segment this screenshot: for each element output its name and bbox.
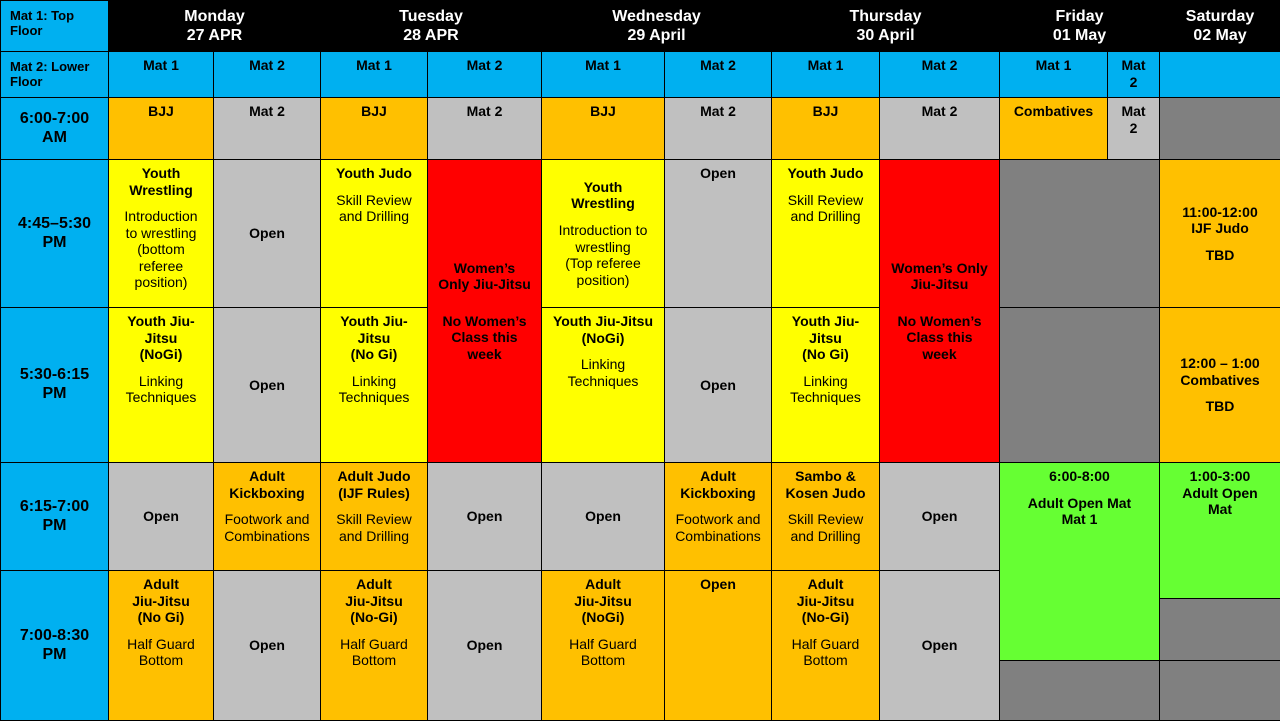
class-cell-sat-100	[1159, 462, 1280, 599]
class-cell-wed-m1-445	[541, 159, 665, 308]
day-name: Saturday	[1185, 7, 1255, 25]
class-cell-fri-600pm	[999, 462, 1160, 661]
class-text: position)	[134, 274, 188, 291]
class-text: and Drilling	[338, 527, 410, 544]
time-slot	[0, 462, 109, 571]
legend-text: Floor	[10, 23, 43, 39]
class-cell-tue-m1-600	[320, 97, 428, 160]
class-text: Combatives	[1180, 371, 1260, 388]
class-text: and Drilling	[338, 208, 410, 225]
time-slot	[0, 307, 109, 463]
class-text: Footwork and	[224, 511, 310, 528]
class-text: Youth Judo	[336, 165, 412, 181]
class-text: position)	[576, 271, 630, 288]
class-text: to wrestling	[125, 224, 197, 241]
class-cell-sat-600	[1159, 97, 1280, 160]
time-range: 6:00-7:00	[19, 109, 90, 127]
legend-text: Floor	[10, 74, 43, 90]
class-cell-thu-m1-615	[771, 462, 880, 571]
class-text: IJF Judo	[1191, 220, 1249, 237]
mat-header	[320, 51, 428, 98]
class-text: Linking	[580, 356, 626, 373]
class-text: Women’s	[453, 259, 516, 276]
class-text: Sambo &	[795, 468, 856, 484]
class-text: and Drilling	[790, 527, 861, 544]
class-cell-mon-m2-600	[213, 97, 321, 160]
class-text: Half Guard	[569, 635, 637, 652]
class-cell-mon-m2-615	[213, 462, 321, 571]
class-text: Wrestling	[571, 195, 635, 212]
class-cell-fri-800	[999, 660, 1160, 721]
day-header-thursday	[771, 0, 1000, 52]
class-text: 2	[1129, 119, 1138, 136]
mat-header-text: Mat 2	[466, 57, 503, 73]
mat-header	[999, 51, 1108, 98]
class-text: referee	[138, 257, 184, 274]
time-range: 4:45–5:30	[18, 214, 91, 232]
class-cell-tue-m2-700	[427, 570, 542, 721]
class-cell-wed-m1-600	[541, 97, 665, 160]
class-text: Youth	[141, 165, 181, 181]
class-text: 12:00 – 1:00	[1180, 355, 1260, 372]
class-text: Bottom	[351, 652, 397, 669]
class-cell-wed-m2-530	[664, 307, 772, 463]
day-header-tuesday	[320, 0, 542, 52]
class-text: week	[467, 345, 502, 362]
class-cell-wed-m1-700	[541, 570, 665, 721]
class-cell-thu-m2-700	[879, 570, 1000, 721]
mat-header	[108, 51, 214, 98]
class-cell-fri-m2-600	[1107, 97, 1160, 160]
class-text: Adult	[356, 576, 392, 592]
class-text: Mat 1	[1061, 511, 1098, 528]
class-text: (No Gi)	[137, 609, 185, 626]
class-cell-fri-445	[999, 159, 1160, 308]
class-text: Open	[700, 376, 736, 393]
class-text: and Drilling	[790, 208, 861, 225]
class-text: Techniques	[125, 389, 197, 406]
mat-header-text: Mat 2	[249, 57, 285, 73]
class-text: (NoGi)	[581, 329, 625, 346]
class-text: (No Gi)	[802, 346, 849, 363]
class-cell-fri-m1-600	[999, 97, 1108, 160]
class-text: BJJ	[148, 103, 174, 119]
class-text: Jitsu	[809, 329, 842, 346]
class-text: Youth Jiu-	[127, 313, 195, 329]
class-text: (bottom	[137, 241, 185, 258]
class-text: Open	[466, 508, 503, 525]
class-cell-sat-1200	[1159, 307, 1280, 463]
class-text: Class this	[906, 329, 973, 346]
class-text: Skill Review	[787, 191, 864, 208]
class-cell-thu-m1-445	[771, 159, 880, 308]
class-text: (Top referee	[565, 255, 641, 272]
class-cell-tue-m2-445	[427, 159, 542, 463]
class-cell-tue-m2-615	[427, 462, 542, 571]
class-cell-mon-m2-700	[213, 570, 321, 721]
class-text: Combatives	[1013, 103, 1094, 119]
class-text: BJJ	[361, 103, 387, 119]
class-text: Jiu-Jitsu	[796, 592, 855, 609]
day-date: 01 May	[1052, 27, 1107, 44]
time-range: 7:00-8:30	[19, 626, 90, 644]
class-cell-wed-m2-700	[664, 570, 772, 721]
class-text: Adult Open Mat	[1027, 494, 1132, 511]
class-cell-mon-m1-600	[108, 97, 214, 160]
class-text: Youth	[583, 178, 623, 195]
class-text: Mat	[1207, 501, 1233, 518]
mat-header-text: 2	[1129, 73, 1138, 90]
class-text: Combinations	[224, 527, 310, 544]
class-text: Half Guard	[127, 635, 195, 652]
time-period: PM	[42, 516, 67, 534]
class-text: Youth Jiu-Jitsu	[552, 313, 654, 329]
class-text: Skill Review	[336, 511, 412, 528]
mat-header	[879, 51, 1000, 98]
class-cell-tue-m1-700	[320, 570, 428, 721]
mat-header-text: Mat 1	[585, 57, 621, 73]
class-text: TBD	[1205, 246, 1235, 263]
class-text: Jiu-Jitsu	[345, 592, 403, 609]
class-text: Linking	[138, 372, 184, 389]
day-date: 28 APR	[403, 27, 459, 44]
class-cell-wed-m2-615	[664, 462, 772, 571]
class-text: Jiu-Jitsu	[132, 592, 190, 609]
class-text: Open	[921, 637, 958, 654]
mat-header	[664, 51, 772, 98]
class-text: Bottom	[138, 652, 184, 669]
mat2-legend	[0, 51, 109, 98]
class-text: Youth Judo	[787, 165, 864, 181]
class-text: 6:00-8:00	[1049, 468, 1110, 484]
class-cell-tue-m1-445	[320, 159, 428, 308]
class-text: Jitsu	[357, 329, 391, 346]
day-header-wednesday	[541, 0, 772, 52]
class-text: Youth Jiu-	[340, 313, 408, 329]
legend-text: Mat 2: Lower	[10, 59, 90, 74]
day-date: 27 APR	[186, 27, 243, 44]
class-cell-wed-m2-600	[664, 97, 772, 160]
class-text: Adult Open	[1182, 484, 1258, 501]
time-slot	[0, 97, 109, 160]
class-text: Skill Review	[787, 511, 864, 528]
day-date: 29 April	[627, 27, 686, 44]
day-name: Friday	[1055, 7, 1104, 25]
class-cell-tue-m2-600	[427, 97, 542, 160]
class-text: Half Guard	[791, 635, 860, 652]
mat-header-text: Mat 2	[700, 57, 736, 73]
mat-header-text: Mat	[1121, 57, 1146, 73]
class-text: Combinations	[675, 527, 761, 544]
mat-header	[1159, 51, 1280, 98]
class-text: Jiu-Jitsu	[574, 592, 632, 609]
class-text: Mat 2	[921, 103, 958, 119]
time-slot	[0, 570, 109, 721]
class-cell-thu-m1-600	[771, 97, 880, 160]
class-text: Adult	[249, 468, 285, 484]
class-text: Skill Review	[336, 191, 412, 208]
class-text: 11:00-12:00	[1182, 203, 1258, 220]
class-text: Wrestling	[129, 181, 193, 198]
class-cell-mon-m1-530	[108, 307, 214, 463]
class-cell-wed-m2-445	[664, 159, 772, 308]
class-cell-tue-m1-530	[320, 307, 428, 463]
class-text: Adult	[585, 576, 621, 592]
class-text: Adult	[807, 576, 844, 592]
time-period: PM	[42, 645, 67, 663]
mat-header-text: Mat 1	[1035, 57, 1072, 73]
class-text: Linking	[351, 372, 397, 389]
class-cell-thu-m1-700	[771, 570, 880, 721]
mat-header	[771, 51, 880, 98]
time-range: 5:30-6:15	[19, 366, 90, 384]
mat-header-text: Mat 1	[807, 57, 844, 73]
class-cell-thu-m2-600	[879, 97, 1000, 160]
class-cell-mon-m1-700	[108, 570, 214, 721]
class-text: week	[922, 345, 957, 362]
class-text: Jiu-Jitsu	[910, 276, 969, 293]
class-text: (No-Gi)	[350, 609, 398, 626]
mat-header-text: Mat 1	[356, 57, 392, 73]
class-text: Techniques	[567, 372, 639, 389]
class-text: Adult	[700, 468, 736, 484]
class-text: wrestling	[575, 238, 631, 255]
class-text: 1:00-3:00	[1189, 468, 1251, 484]
day-header-monday	[108, 0, 321, 52]
class-text: Bottom	[803, 652, 848, 669]
class-text: Open	[700, 165, 736, 181]
time-period: PM	[42, 385, 67, 402]
class-text: Linking	[803, 372, 848, 389]
class-cell-sat-1100	[1159, 159, 1280, 308]
class-text: Women’s Only	[891, 259, 988, 276]
day-name: Monday	[184, 7, 245, 25]
class-text: Youth Jiu-	[791, 313, 860, 329]
day-header-saturday	[1159, 0, 1280, 52]
class-text: Mat 2	[700, 103, 736, 119]
class-text: Techniques	[338, 389, 410, 406]
class-text: Adult	[143, 576, 179, 592]
class-cell-wed-m1-615	[541, 462, 665, 571]
class-text: No Women’s	[897, 312, 982, 329]
class-text: Open	[466, 637, 503, 654]
class-cell-thu-m1-530	[771, 307, 880, 463]
day-header-friday	[999, 0, 1160, 52]
class-text: Class this	[451, 329, 518, 346]
class-text: Introduction to	[558, 221, 648, 238]
class-text: (NoGi)	[139, 346, 183, 363]
class-cell-sat-blank1	[1159, 598, 1280, 661]
class-text: Techniques	[790, 389, 861, 406]
class-text: TBD	[1205, 398, 1235, 415]
mat-header-text: Mat 1	[143, 57, 179, 73]
class-text: Open	[249, 637, 285, 654]
class-cell-mon-m2-530	[213, 307, 321, 463]
mat-header	[1107, 51, 1160, 98]
class-text: Only Jiu-Jitsu	[438, 276, 531, 293]
class-text: Mat	[1121, 103, 1146, 119]
class-cell-sat-blank2	[1159, 660, 1280, 721]
class-text: Kickboxing	[680, 484, 756, 501]
class-text: (IJF Rules)	[338, 484, 410, 501]
class-text: Bottom	[580, 652, 626, 669]
class-text: BJJ	[812, 103, 839, 119]
mat1-legend	[0, 0, 109, 52]
mat-header	[541, 51, 665, 98]
class-cell-mon-m1-615	[108, 462, 214, 571]
class-text: Half Guard	[340, 635, 408, 652]
class-cell-wed-m1-530	[541, 307, 665, 463]
class-text: Footwork and	[675, 511, 761, 528]
class-cell-thu-m2-445	[879, 159, 1000, 463]
class-text: Kosen Judo	[785, 484, 866, 501]
class-text: Open	[249, 376, 285, 393]
time-slot	[0, 159, 109, 308]
class-cell-mon-m2-445	[213, 159, 321, 308]
mat-header	[213, 51, 321, 98]
class-text: Open	[143, 508, 179, 525]
class-text: Open	[249, 225, 285, 242]
day-name: Wednesday	[612, 7, 701, 25]
class-cell-thu-m2-615	[879, 462, 1000, 571]
class-text: Open	[585, 508, 621, 525]
time-range: 6:15-7:00	[19, 497, 90, 515]
day-name: Thursday	[849, 7, 922, 25]
class-text: BJJ	[590, 103, 616, 119]
class-text: Mat 2	[249, 103, 285, 119]
class-text: (No Gi)	[350, 346, 398, 363]
class-cell-mon-m1-445	[108, 159, 214, 308]
class-text: Introduction	[124, 208, 198, 225]
class-text: (No-Gi)	[801, 609, 850, 626]
mat-header-text: Mat 2	[921, 57, 958, 73]
class-cell-tue-m1-615	[320, 462, 428, 571]
time-period: AM	[42, 128, 67, 146]
day-date: 02 May	[1193, 27, 1247, 44]
day-date: 30 April	[856, 27, 915, 44]
class-text: Kickboxing	[229, 484, 305, 501]
class-text: Adult Judo	[337, 468, 411, 484]
class-text: Open	[921, 508, 958, 525]
class-text: (NoGi)	[581, 609, 625, 626]
class-text: Open	[700, 576, 736, 592]
class-cell-fri-530	[999, 307, 1160, 463]
class-text: Jitsu	[144, 329, 178, 346]
class-text: No Women’s	[442, 312, 527, 329]
mat-header	[427, 51, 542, 98]
time-period: PM	[42, 233, 67, 251]
day-name: Tuesday	[399, 7, 463, 25]
class-text: Mat 2	[466, 103, 503, 119]
legend-text: Mat 1: Top	[10, 8, 75, 23]
